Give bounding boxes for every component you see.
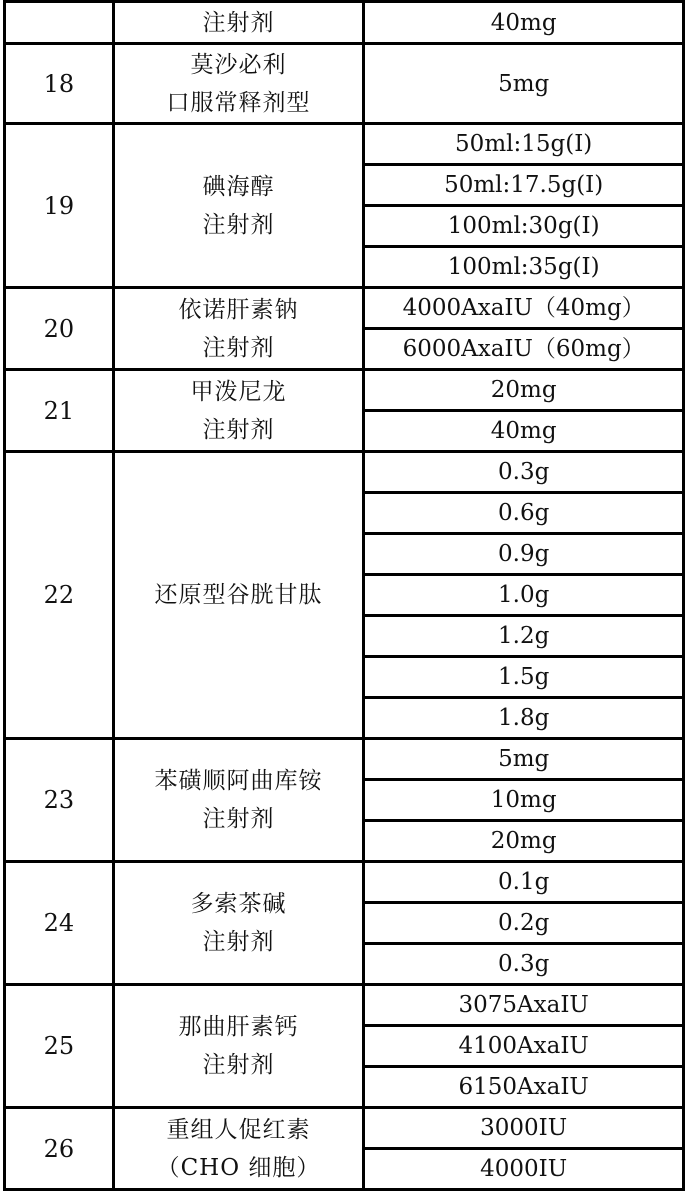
table-row bbox=[5, 985, 684, 1026]
spec-cell: 20mg bbox=[364, 821, 684, 862]
drug-name-line: （CHO 细胞） bbox=[156, 1154, 321, 1181]
spec-cell: 3000IU bbox=[364, 1108, 684, 1149]
drug-spec-table-body bbox=[5, 2, 684, 1190]
table-row bbox=[5, 370, 684, 411]
drug-name-cell bbox=[113, 739, 364, 862]
table-row bbox=[5, 124, 684, 165]
drug-spec-table bbox=[3, 0, 685, 1191]
drug-name-line: 依诺肝素钠 bbox=[178, 296, 299, 323]
drug-name-line: 那曲肝素钙 bbox=[178, 1014, 299, 1040]
drug-name-line: 注射剂 bbox=[202, 334, 275, 361]
table-row bbox=[5, 1108, 684, 1149]
row-index-cell: 20 bbox=[5, 288, 114, 370]
row-index-cell: 25 bbox=[5, 985, 114, 1108]
spec-cell: 40mg bbox=[364, 2, 684, 44]
spec-cell: 50ml:15g(I) bbox=[364, 124, 684, 165]
row-index-cell: 24 bbox=[5, 862, 114, 985]
spec-cell: 4000IU bbox=[364, 1149, 684, 1190]
drug-name-line: 苯磺顺阿曲库铵 bbox=[154, 768, 323, 794]
table-row bbox=[5, 452, 684, 493]
table-row bbox=[5, 862, 684, 903]
drug-name-line: 注射剂 bbox=[202, 929, 275, 955]
drug-name-line: 重组人促红素 bbox=[166, 1116, 311, 1143]
row-index-cell: 26 bbox=[5, 1108, 114, 1190]
table-row bbox=[5, 288, 684, 329]
spec-cell: 0.3g bbox=[364, 944, 684, 985]
drug-name-line: 注射剂 bbox=[202, 211, 275, 238]
drug-name-cell bbox=[113, 288, 364, 370]
table-row bbox=[5, 2, 684, 44]
drug-name-cell bbox=[113, 124, 364, 288]
drug-name-line: 莫沙必利 bbox=[190, 51, 287, 78]
drug-name-line: 多索茶碱 bbox=[190, 891, 287, 917]
spec-cell: 50ml:17.5g(I) bbox=[364, 165, 684, 206]
spec-cell: 0.6g bbox=[364, 493, 684, 534]
table-row bbox=[5, 739, 684, 780]
spec-cell: 0.9g bbox=[364, 534, 684, 575]
spec-cell: 1.2g bbox=[364, 616, 684, 657]
drug-name-line: 注射剂 bbox=[202, 416, 275, 443]
drug-name-cell bbox=[113, 1108, 364, 1190]
spec-cell: 5mg bbox=[364, 739, 684, 780]
spec-cell: 6000AxaIU（60mg） bbox=[364, 329, 684, 370]
spec-cell: 0.3g bbox=[364, 452, 684, 493]
drug-name-line: 注射剂 bbox=[202, 1052, 275, 1078]
spec-cell: 100ml:35g(I) bbox=[364, 247, 684, 288]
spec-cell: 3075AxaIU bbox=[364, 985, 684, 1026]
spec-cell: 4000AxaIU（40mg） bbox=[364, 288, 684, 329]
spec-cell: 6150AxaIU bbox=[364, 1067, 684, 1108]
drug-name-line: 还原型谷胱甘肽 bbox=[154, 582, 323, 608]
table-row bbox=[5, 44, 684, 124]
row-index-cell: 19 bbox=[5, 124, 114, 288]
drug-name-cell bbox=[113, 370, 364, 452]
spec-cell: 20mg bbox=[364, 370, 684, 411]
row-index-cell: 18 bbox=[5, 44, 114, 124]
drug-name-line: 甲泼尼龙 bbox=[190, 378, 287, 405]
spec-cell: 40mg bbox=[364, 411, 684, 452]
drug-name-line: 注射剂 bbox=[202, 806, 275, 832]
spec-cell: 0.2g bbox=[364, 903, 684, 944]
spec-cell: 100ml:30g(I) bbox=[364, 206, 684, 247]
spec-cell: 4100AxaIU bbox=[364, 1026, 684, 1067]
spec-cell: 10mg bbox=[364, 780, 684, 821]
drug-name-cell bbox=[113, 2, 364, 44]
row-index-cell bbox=[5, 2, 114, 44]
spec-cell: 1.8g bbox=[364, 698, 684, 739]
spec-cell: 1.5g bbox=[364, 657, 684, 698]
spec-cell: 5mg bbox=[364, 44, 684, 124]
spec-cell: 0.1g bbox=[364, 862, 684, 903]
row-index-cell: 23 bbox=[5, 739, 114, 862]
row-index-cell: 22 bbox=[5, 452, 114, 739]
drug-name-cell bbox=[113, 452, 364, 739]
drug-name-line: 碘海醇 bbox=[202, 173, 275, 200]
spec-cell: 1.0g bbox=[364, 575, 684, 616]
drug-name-line: 口服常释剂型 bbox=[166, 89, 311, 116]
row-index-cell: 21 bbox=[5, 370, 114, 452]
drug-name-cell bbox=[113, 862, 364, 985]
drug-name-line: 注射剂 bbox=[202, 9, 275, 36]
drug-name-cell bbox=[113, 985, 364, 1108]
drug-name-cell bbox=[113, 44, 364, 124]
